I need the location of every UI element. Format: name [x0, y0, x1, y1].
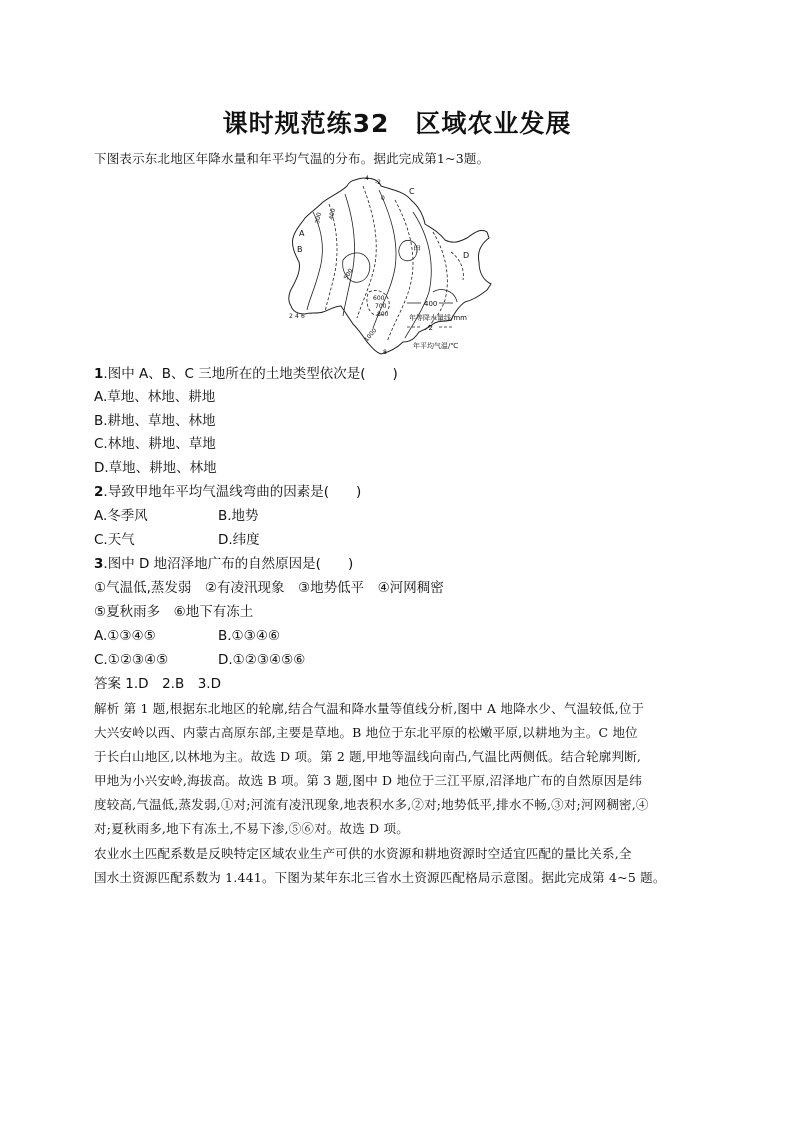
svg-text:600: 600	[373, 295, 385, 302]
legend-precip-value: 400	[424, 300, 438, 308]
analysis-line-5: 度较高,气温低,蒸发弱,①对;河流有凌汛现象,地表积水多,②对;地势低平,排水不畅,③对;河网稠密,④	[94, 797, 649, 812]
question-3-stem: 3.图中 D 地沼泽地广布的自然原因是( )	[94, 556, 354, 572]
question-2-option-d: D.纬度	[218, 532, 260, 548]
question-1-stem: 1.图中 A、B、C 三地所在的土地类型依次是( )	[94, 366, 398, 382]
question-2-stem: 2.导致甲地年平均气温线弯曲的因素是( )	[94, 484, 362, 500]
legend-temp-label: 年平均气温/℃	[413, 342, 459, 350]
question-1-option-a: A.草地、林地、耕地	[94, 389, 216, 405]
map-label-d: D	[463, 251, 470, 260]
svg-text:1000: 1000	[363, 327, 379, 344]
analysis-line-4: 甲地为小兴安岭,海拔高。故选 B 项。第 3 题,图中 D 地位于三江平原,沼泽地广布的自然原因是纬	[94, 773, 642, 788]
legend-precip-label: 年等降水量线/mm	[409, 314, 467, 322]
question-3-items-line-2: ⑤夏秋雨多 ⑥地下有冻土	[94, 604, 254, 620]
svg-text:300: 300	[314, 211, 323, 225]
page-title: 课时规范练32 区域农业发展	[222, 109, 572, 138]
answer-line: 答案 1.D 2.B 3.D	[94, 676, 221, 692]
analysis-line-6: 对;夏秋雨多,地下有冻土,不易下渗,⑤⑥对。故选 D 项。	[94, 821, 409, 836]
question-3-option-d: D.①②③④⑤⑥	[218, 652, 306, 668]
svg-text:8: 8	[383, 349, 387, 356]
question-3-option-c: C.①②③④⑤	[94, 652, 169, 668]
question-1-option-c: C.林地、耕地、草地	[94, 436, 216, 452]
analysis-line-2: 大兴安岭以西、内蒙古高原东部,主要是草地。B 地位于东北平原的松嫩平原,以耕地为主。C 地位	[94, 725, 638, 740]
svg-text:4: 4	[295, 313, 299, 320]
map-label-jia: 甲	[413, 245, 421, 254]
svg-text:400: 400	[328, 207, 337, 221]
map-label-a: A	[299, 229, 305, 238]
question-3-items-line-1: ①气温低,蒸发弱 ②有凌汛现象 ③地势低平 ④河网稠密	[94, 580, 444, 596]
svg-text:2: 2	[289, 313, 293, 320]
legend-temp-value: -2	[426, 324, 433, 332]
question-2-option-a: A.冬季风	[94, 508, 148, 524]
svg-text:0: 0	[381, 195, 385, 202]
northeast-climate-map	[283, 172, 493, 358]
svg-text:-2: -2	[375, 179, 381, 186]
question-3-option-a: A.①③④⑤	[94, 628, 156, 644]
intro-text-2-line-1: 农业水土匹配系数是反映特定区域农业生产可供的水资源和耕地资源时空适宜匹配的量比关系,全	[94, 846, 632, 861]
region-outline	[289, 178, 491, 354]
svg-text:700: 700	[375, 303, 387, 310]
analysis-line-3: 于长白山地区,以林地为主。故选 D 项。第 2 题,甲地等温线向南凸,气温比两侧低。结合轮廓判断,	[94, 749, 642, 764]
svg-text:500: 500	[342, 267, 355, 281]
map-label-c: C	[409, 187, 415, 196]
svg-text:800: 800	[377, 311, 389, 318]
intro-text-1: 下图表示东北地区年降水量和年平均气温的分布。据此完成第1~3题。	[94, 151, 490, 166]
question-1-option-b: B.耕地、草地、林地	[94, 413, 216, 429]
intro-text-2-line-2: 国水土资源匹配系数为 1.441。下图为某年东北三省水土资源匹配格局示意图。据此完成第 4~5 题。	[94, 870, 666, 885]
question-1-option-d: D.草地、耕地、林地	[94, 460, 217, 476]
question-2-option-c: C.天气	[94, 532, 135, 548]
svg-text:-4: -4	[363, 175, 369, 182]
svg-text:6: 6	[301, 313, 305, 320]
analysis-line-1: 解析 第 1 题,根据东北地区的轮廓,结合气温和降水量等值线分析,图中 A 地降水少、气温较低,位于	[94, 701, 645, 716]
map-label-b: B	[297, 245, 303, 254]
question-2-option-b: B.地势	[218, 508, 259, 524]
question-3-option-b: B.①③④⑥	[218, 628, 280, 644]
